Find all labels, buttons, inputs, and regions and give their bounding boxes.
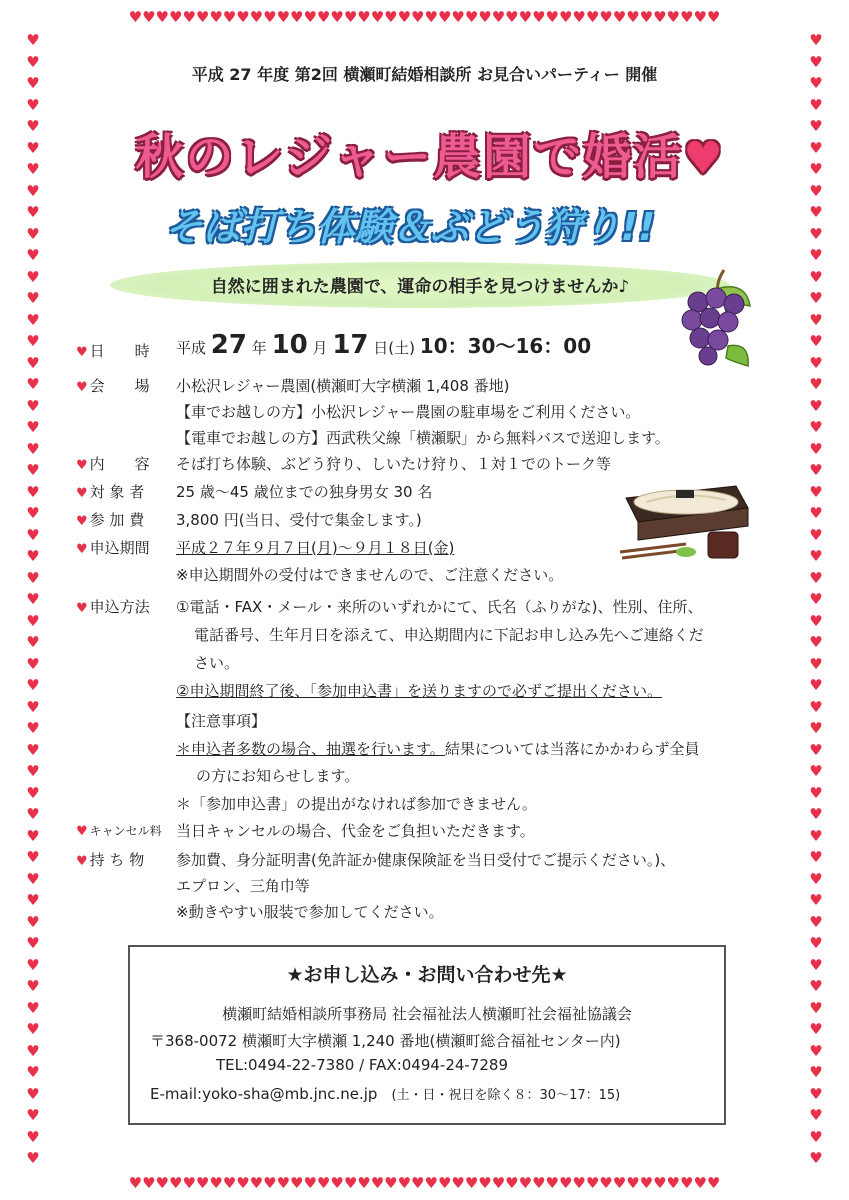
fee-value: 3,800 円(当日、受付で集金します。) [176,511,422,529]
note1-rest: 結果については当落にかかわらず全員 [444,740,700,758]
period-note: ※申込期間外の受付はできませんので、ご注意ください。 [176,566,564,584]
event-header: 平成 27 年度 第2回 横瀬町結婚相談所 お見合いパーティー 開催 [191,65,658,84]
grapes-illustration [676,262,756,382]
label-text: 対 象 者 [89,483,145,501]
datetime-value [176,330,591,360]
label-text: 持 ち 物 [89,851,145,869]
heart-bullet-icon: ♥ [76,345,88,360]
year: 27 [210,330,247,360]
method-line1: ①電話・FAX・メール・来所のいずれかにて、氏名（ふりがな)、性別、住所、 [176,598,703,616]
method-line4: ②申込期間終了後、「参加申込書」を送りますので必ずご提出ください。 [176,682,662,700]
day-unit: 日(土) [373,339,416,357]
year-unit: 年 [251,339,267,357]
content-label [76,453,150,474]
venue-train: 【電車でお越しの方】西武秩父線「横瀬駅」から無料バスで送迎します。 [176,429,670,447]
contact-phone: TEL:0494-22-7380 / FAX:0494-24-7289 [216,1056,509,1074]
label-text: 内 容 [89,455,150,473]
note1 [176,738,700,759]
venue-value: 小松沢レジャー農園(横瀬町大字横瀬 1,408 番地) [176,377,510,395]
heart-bullet-icon: ♥ [76,854,88,869]
heart-bullet-icon: ♥ [76,601,88,616]
venue-car: 【車でお越しの方】小松沢レジャー農園の駐車場をご利用ください。 [176,403,641,421]
target-label [76,481,144,502]
target-value: 25 歳〜45 歳位までの独身男女 30 名 [176,483,433,501]
contact-email[interactable] [150,1084,620,1103]
venue-label [76,375,150,396]
datetime-label [76,340,150,361]
heart-bullet-icon: ♥ [76,514,88,529]
label-text: 日 時 [89,342,150,360]
method-line3: さい。 [194,654,240,672]
grape-icon [682,270,750,366]
soba-illustration [616,468,756,564]
bring-line1: 参加費、身分証明書(免許証か健康保険証を当日受付でご提示ください。)、 [176,851,676,869]
time: 10：30〜16：00 [419,334,592,358]
bring-line3: ※動きやすい服装で参加してください。 [176,903,444,921]
main-title [80,118,780,187]
note1-cont: の方にお知らせします。 [196,767,360,785]
heart-border-top: ♥♥♥♥♥♥♥♥♥♥♥♥♥♥♥♥♥♥♥♥♥♥♥♥♥♥♥♥♥♥♥♥♥♥♥♥♥♥♥♥♥♥♥♥ [128,8,721,26]
content-value: そば打ち体験、ぶどう狩り、しいたけ狩り、１対１でのトーク等 [176,455,612,473]
heart-border-right: ♥ ♥ ♥ ♥ ♥ ♥ ♥ ♥ ♥ ♥ ♥ ♥ ♥ ♥ ♥ ♥ ♥ ♥ ♥ ♥ ♥ ♥ ♥ ♥ ♥ ♥ ♥ ♥ ♥ ♥ ♥ ♥ ♥ ♥ ♥ ♥ ♥ ♥ ♥ ♥ ♥ ♥ ♥ ♥ ♥ ♥ ♥ ♥ ♥ ♥ ♥ ♥ ♥ [809,31,823,1167]
contact-title: ★お申し込み・お問い合わせ先★ [286,964,568,986]
heart-icon: ♥ [683,133,725,184]
heart-bullet-icon: ♥ [76,824,88,839]
heart-bullet-icon: ♥ [76,486,88,501]
banner-text: 自然に囲まれた農園で、運命の相手を見つけませんか♪ [210,277,630,297]
heart-border-bottom: ♥♥♥♥♥♥♥♥♥♥♥♥♥♥♥♥♥♥♥♥♥♥♥♥♥♥♥♥♥♥♥♥♥♥♥♥♥♥♥♥♥♥♥♥ [128,1174,721,1192]
month: 10 [271,330,308,360]
note1-underlined: ＊申込者多数の場合、抽選を行います。 [176,740,445,758]
day: 17 [332,330,369,360]
email-link[interactable]: E-mail:yoko-sha@mb.jnc.ne.jp [150,1085,378,1103]
note2: ＊「参加申込書」の提出がなければ参加できません。 [176,795,537,813]
method-label [76,596,150,617]
bring-line2: エプロン、三角巾等 [176,877,310,895]
era: 平成 [176,339,207,357]
label-text: 申込期間 [89,539,150,557]
month-unit: 月 [312,339,328,357]
soba-icon [620,486,748,558]
period-value: 平成２７年９月７日(月)〜９月１８日(金) [176,539,455,557]
label-text: 参 加 費 [89,511,145,529]
contact-org: 横瀬町結婚相談所事務局 社会福祉法人横瀬町社会福祉協議会 [222,1005,632,1023]
main-title-text: 秋のレジャー農園で婚活 [135,129,684,185]
method-line2: 電話番号、生年月日を添えて、申込期間内に下記お申し込み先へご連絡くだ [194,626,704,644]
period-label [76,537,150,558]
label-text: 申込方法 [89,598,150,616]
heart-bullet-icon: ♥ [76,458,88,473]
fee-label [76,509,144,530]
label-text: キャンセル料 [89,824,162,838]
sub-title: そば打ち体験＆ぶどう狩り!! [164,205,656,249]
cancel-label [76,822,162,839]
heart-border-left: ♥ ♥ ♥ ♥ ♥ ♥ ♥ ♥ ♥ ♥ ♥ ♥ ♥ ♥ ♥ ♥ ♥ ♥ ♥ ♥ ♥ ♥ ♥ ♥ ♥ ♥ ♥ ♥ ♥ ♥ ♥ ♥ ♥ ♥ ♥ ♥ ♥ ♥ ♥ ♥ ♥ ♥ ♥ ♥ ♥ ♥ ♥ ♥ ♥ ♥ ♥ ♥ ♥ [26,31,40,1167]
heart-bullet-icon: ♥ [76,542,88,557]
heart-bullet-icon: ♥ [76,380,88,395]
contact-address: 〒368-0072 横瀬町大字横瀬 1,240 番地(横瀬町総合福祉センター内) [150,1032,621,1050]
cancel-value: 当日キャンセルの場合、代金をご負担いただきます。 [176,822,535,840]
bring-label [76,849,144,870]
notes-title: 【注意事項】 [176,712,267,730]
contact-hours: (土・日・祝日を除く８：30〜17：15) [391,1088,621,1103]
label-text: 会 場 [89,377,150,395]
